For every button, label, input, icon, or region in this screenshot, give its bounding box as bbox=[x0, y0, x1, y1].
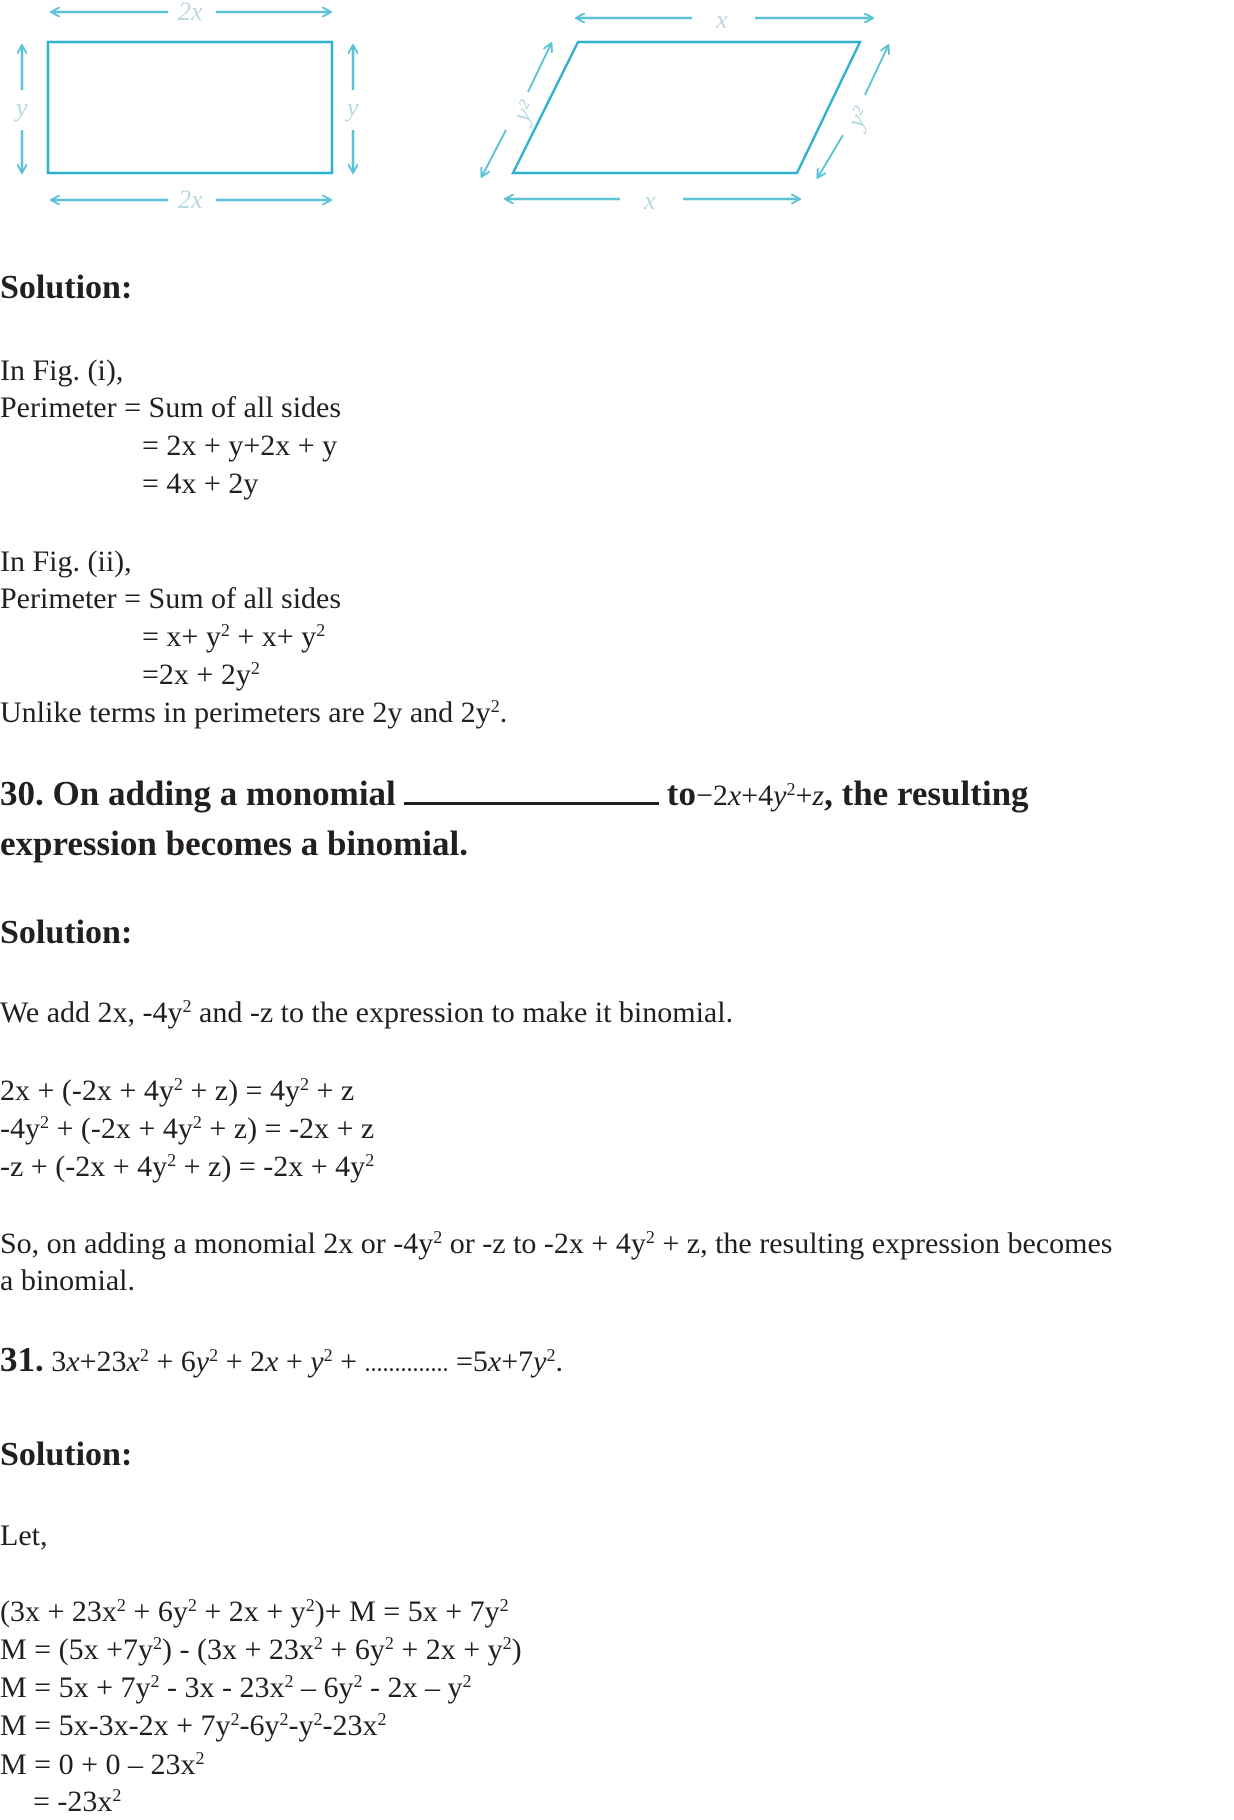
fig-i-result-line: = 4x + 2y bbox=[142, 467, 259, 500]
solution-heading: Solution: bbox=[0, 269, 133, 306]
question-31: 31. $3x+23x^2 + 6y^2 + 2x + y^2$ + .............. $=5x+7y^2$. bbox=[0, 1340, 563, 1379]
fig-ii-intro: In Fig. (ii), bbox=[0, 545, 132, 578]
fig-ii-left-label: y² bbox=[506, 95, 542, 127]
fig-i-sum-line: = 2x + y+2x + y bbox=[142, 429, 338, 462]
fig-ii-result-line: $=2x + 2y^2$ bbox=[142, 658, 260, 691]
fig-ii-sum-line: = $x+ y^2 + x+ y^2$ bbox=[142, 620, 326, 653]
q30-equation-1: $2x + (-2x + 4y^2 + z) = 4y^2 + z$ bbox=[0, 1074, 355, 1107]
solution-heading: Solution: bbox=[0, 914, 133, 951]
q30-equation-3: $-z + (-2x + 4y^2 + z) = -2x + 4y^2$ bbox=[0, 1150, 375, 1183]
q31-equation-6: = $-23x^2$ bbox=[33, 1785, 122, 1818]
fig-i-left-label: y bbox=[16, 93, 28, 122]
figure-ii-parallelogram bbox=[482, 5, 888, 215]
fig-ii-bottom-label: x bbox=[644, 186, 656, 215]
perimeter-figures bbox=[0, 0, 1234, 215]
fig-i-top-label: 2x bbox=[178, 0, 203, 26]
q31-equation-4: $M = 5x-3x-2x + 7y^2-6y^2-y^2-23x^2$ bbox=[0, 1709, 387, 1742]
fig-i-intro: In Fig. (i), bbox=[0, 354, 124, 387]
figure-i-rectangle bbox=[13, 0, 359, 214]
fig-i-perimeter-line: Perimeter = Sum of all sides bbox=[0, 391, 342, 424]
q30-expression: $-2x+4y^2+z$ bbox=[695, 779, 825, 812]
fig-ii-perimeter-line: Perimeter = Sum of all sides bbox=[0, 582, 342, 615]
q31-equation-3: $M = 5x + 7y^2 - 3x - 23x^2 - 6y^2 - 2x - y^2$ bbox=[0, 1671, 472, 1704]
q30-conclusion: So, on adding a monomial 2x or $-4y^2$ or -z to $-2x + 4y^2 + z$, the resulting expression becomes bbox=[0, 1227, 1113, 1260]
q31-let: Let, bbox=[0, 1519, 48, 1552]
q30-intro: We add 2x, $-4y^2$ and -z to the expression to make it binomial. bbox=[0, 996, 734, 1029]
solution-heading: Solution: bbox=[0, 1436, 133, 1473]
question-30: 30. On adding a monomial $to-2x+4y^2+z$, the resulting bbox=[0, 774, 1029, 813]
q30-equation-2: $-4y^2 + (-2x + 4y^2 + z) = -2x + z$ bbox=[0, 1112, 375, 1145]
q31-lhs: $3x+23x^2 + 6y^2 + 2x + y^2$ + bbox=[51, 1345, 357, 1378]
answer-dots: .............. bbox=[364, 1351, 449, 1377]
q31-equation-5: $M = 0 + 0 - 23x^2$ bbox=[0, 1748, 205, 1781]
fig-i-bottom-label: 2x bbox=[178, 185, 203, 214]
fig-i-right-label: y bbox=[347, 93, 359, 122]
question-30-line2: expression becomes a binomial. bbox=[0, 824, 468, 863]
q31-equation-1: $(3x + 23x^2 + 6y^2 + 2x + y^2)+ M = 5x + 7y^2$ bbox=[0, 1595, 509, 1628]
q30-conclusion-line2: a binomial. bbox=[0, 1264, 135, 1297]
answer-blank bbox=[404, 776, 659, 805]
q31-rhs: $=5x+7y^2$. bbox=[456, 1345, 563, 1378]
fig-ii-top-label: x bbox=[716, 5, 728, 34]
unlike-terms-conclusion: Unlike terms in perimeters are 2y and $2y^2$. bbox=[0, 696, 508, 729]
q31-equation-2: $M = (5x +7y^2) - (3x + 23x^2 + 6y^2 + 2x + y^2)$ bbox=[0, 1633, 522, 1666]
fig-ii-right-label: y² bbox=[840, 101, 876, 133]
